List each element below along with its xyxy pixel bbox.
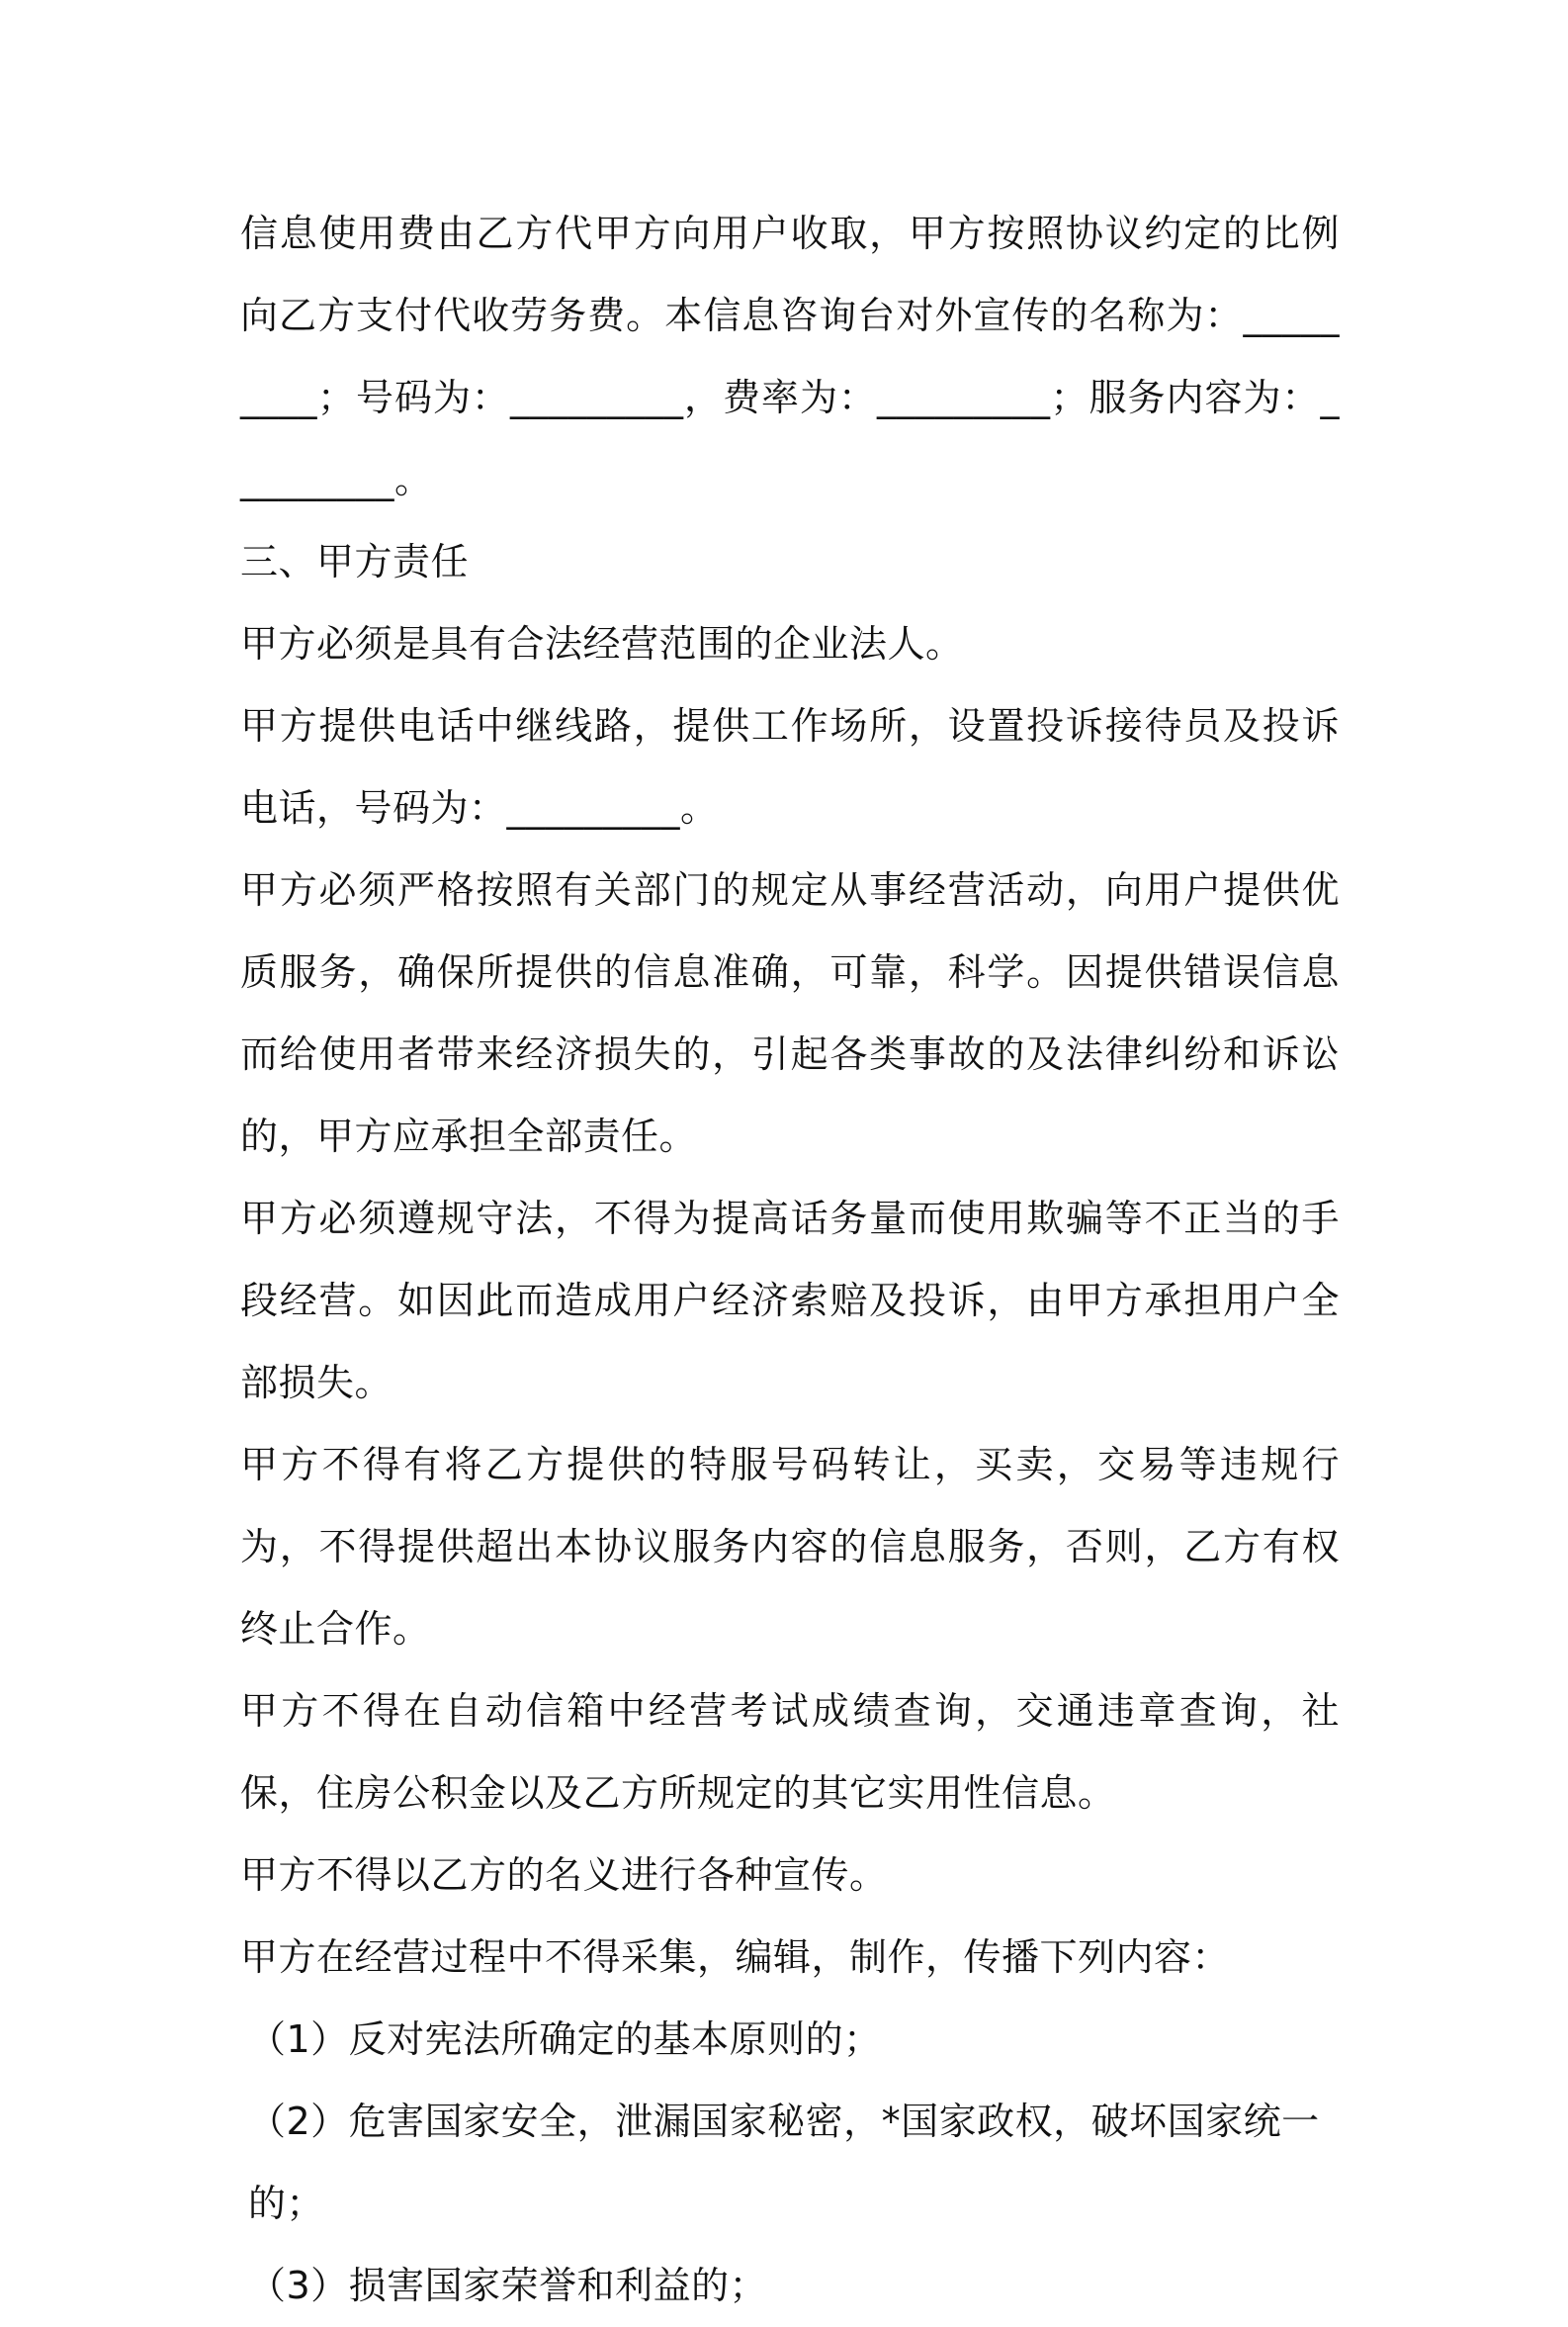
paragraph-prohibited-content: 甲方在经营过程中不得采集，编辑，制作，传播下列内容： — [240, 1935, 1231, 1979]
document-body — [240, 193, 1340, 2327]
paragraph-no-name-use: 甲方不得以乙方的名义进行各种宣传。 — [240, 1853, 888, 1897]
list-item-2: （2）危害国家安全，泄漏国家秘密，*国家政权，破坏国家统一的； — [248, 2100, 1320, 2225]
list-item-3: （3）损害国家荣誉和利益的； — [248, 2264, 768, 2307]
paragraph-no-utility-info: 甲方不得在自动信箱中经营考试成绩查询，交通违章查询，社保，住房公积金以及乙方所规定的其它实用性信息。 — [240, 1689, 1340, 1815]
paragraph-fee-terms: 信息使用费由乙方代甲方向用户收取，甲方按照协议约定的比例向乙方支付代收劳务费。本信息咨询台对外宣传的名称为：_________；号码为：_________，费率为：_________；服务内容为：_________。 — [240, 212, 1340, 501]
paragraph-no-transfer: 甲方不得有将乙方提供的特服号码转让，买卖，交易等违规行为，不得提供超出本协议服务内容的信息服务，否则，乙方有权终止合作。 — [240, 1443, 1340, 1651]
paragraph-obey-law: 甲方必须遵规守法，不得为提高话务量而使用欺骗等不正当的手段经营。如因此而造成用户经济索赔及投诉，由甲方承担用户全部损失。 — [240, 1197, 1340, 1404]
paragraph-trunk-line: 甲方提供电话中继线路，提供工作场所，设置投诉接待员及投诉电话，号码为：_________。 — [240, 704, 1340, 830]
paragraph-legal-entity: 甲方必须是具有合法经营范围的企业法人。 — [240, 622, 964, 666]
paragraph-operate-per-rules: 甲方必须严格按照有关部门的规定从事经营活动，向用户提供优质服务，确保所提供的信息准确，可靠，科学。因提供错误信息而给使用者带来经济损失的，引起各类事故的及法律纠纷和诉讼的，甲方应承担全部责任。 — [240, 868, 1340, 1158]
section-heading-party-a-duties: 三、甲方责任 — [240, 540, 470, 583]
list-item-1: （1）反对宪法所确定的基本原则的； — [248, 2017, 882, 2061]
